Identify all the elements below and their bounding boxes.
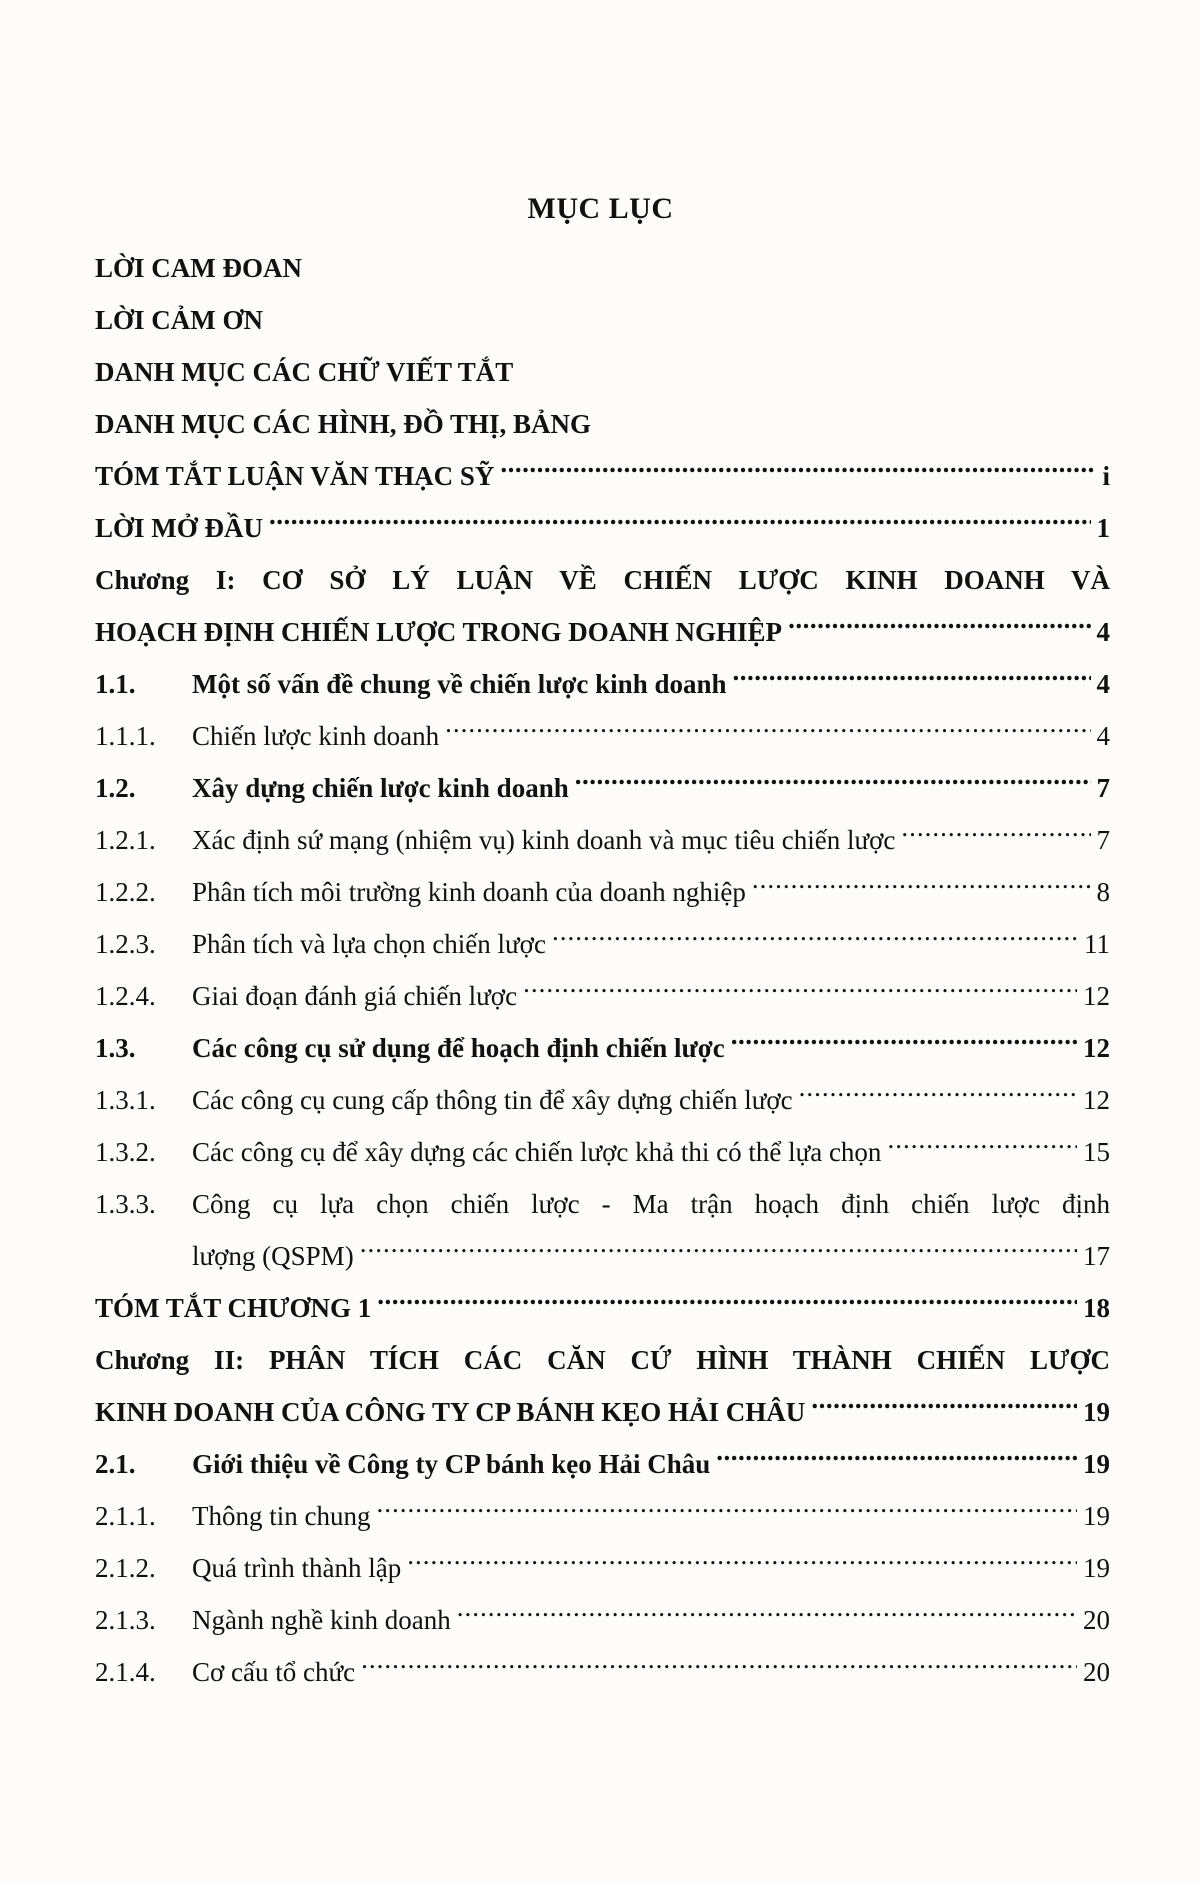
toc-page-number: 20 <box>1083 1605 1110 1635</box>
toc-entry[interactable] <box>95 606 1110 658</box>
toc-entry-title: Chiến lược kinh doanh <box>192 721 440 751</box>
toc-page-number: 4 <box>1096 721 1110 751</box>
toc-page-number: 8 <box>1096 877 1110 907</box>
toc-entry-title: Các công cụ để xây dựng các chiến lược khả thi có thể lựa chọn <box>192 1137 882 1167</box>
toc-entry-title: Một số vấn đề chung về chiến lược kinh doanh <box>192 669 727 699</box>
dot-leader <box>360 1238 1077 1265</box>
toc-entry[interactable] <box>95 1490 1110 1542</box>
toc-entry[interactable] <box>95 450 1110 502</box>
toc-entry[interactable] <box>95 1074 1110 1126</box>
toc-entry[interactable] <box>95 866 1110 918</box>
dot-leader <box>269 510 1091 537</box>
toc-entry[interactable] <box>95 1282 1110 1334</box>
dot-leader <box>457 1602 1077 1629</box>
toc-entry[interactable] <box>95 1022 1110 1074</box>
dot-leader <box>887 1134 1077 1161</box>
toc-page-number: 19 <box>1083 1397 1110 1427</box>
toc-entry-title: Chương II: PHÂN TÍCH CÁC CĂN CỨ HÌNH THÀNH CHIẾN LƯỢC <box>95 1345 1110 1375</box>
toc-entry[interactable] <box>95 1126 1110 1178</box>
toc-entry-title: TÓM TẮT CHƯƠNG 1 <box>95 1293 372 1323</box>
toc-entry-title: HOẠCH ĐỊNH CHIẾN LƯỢC TRONG DOANH NGHIỆP <box>95 617 783 647</box>
toc-entry-title: LỜI CAM ĐOAN <box>95 253 302 283</box>
toc-entry[interactable] <box>95 1594 1110 1646</box>
toc-entry-number: 2.1.3. <box>95 1605 156 1635</box>
toc-entry-title: TÓM TẮT LUẬN VĂN THẠC SỸ <box>95 461 495 491</box>
toc-entry-title: LỜI MỞ ĐẦU <box>95 513 263 543</box>
toc-entry-number: 2.1.4. <box>95 1657 156 1687</box>
toc-entry[interactable] <box>95 1646 1110 1698</box>
toc-entry-title: Ngành nghề kinh doanh <box>192 1605 451 1635</box>
toc-entry[interactable] <box>95 1386 1110 1438</box>
toc-entry-title: DANH MỤC CÁC HÌNH, ĐỒ THỊ, BẢNG <box>95 409 592 439</box>
dot-leader <box>377 1290 1077 1317</box>
page-title: MỤC LỤC <box>527 192 674 225</box>
toc-entry[interactable] <box>95 346 1110 398</box>
dot-leader <box>788 614 1090 641</box>
toc-entry[interactable] <box>95 658 1110 710</box>
toc-entry[interactable] <box>95 1438 1110 1490</box>
toc-entry-title: Quá trình thành lập <box>192 1553 402 1583</box>
toc-page-number: 18 <box>1083 1293 1110 1323</box>
toc-page-number: 12 <box>1083 1033 1110 1063</box>
dot-leader <box>552 926 1078 953</box>
dot-leader <box>901 822 1090 849</box>
toc-entry-title: lượng (QSPM) <box>192 1241 354 1271</box>
toc-page-number: 19 <box>1083 1553 1110 1583</box>
dot-leader <box>799 1082 1077 1109</box>
toc-entry-title: KINH DOANH CỦA CÔNG TY CP BÁNH KẸO HẢI CHÂU <box>95 1397 806 1427</box>
dot-leader <box>407 1550 1077 1577</box>
toc-entry-number: 2.1. <box>95 1449 136 1479</box>
toc-entry[interactable] <box>95 1230 1110 1282</box>
toc-entry-number: 1.2.3. <box>95 929 156 959</box>
toc-entry-number: 1.3.3. <box>95 1189 156 1219</box>
toc-entry-number: 1.1.1. <box>95 721 156 751</box>
toc-entry[interactable] <box>95 294 1110 346</box>
toc-page-number: 17 <box>1083 1241 1110 1271</box>
dot-leader <box>733 666 1091 693</box>
toc-entry[interactable] <box>95 242 1110 294</box>
toc-entry-number: 1.2. <box>95 773 136 803</box>
toc-entry[interactable] <box>95 1178 1110 1230</box>
toc-entry-title: Xác định sứ mạng (nhiệm vụ) kinh doanh và mục tiêu chiến lược <box>192 825 896 855</box>
toc-entry[interactable] <box>95 1542 1110 1594</box>
toc-entry-number: 1.2.2. <box>95 877 156 907</box>
toc-page-number: 4 <box>1096 669 1110 699</box>
toc-entry[interactable] <box>95 814 1110 866</box>
toc-page-number: 12 <box>1083 1085 1110 1115</box>
toc-page-number: 7 <box>1096 773 1110 803</box>
toc-entry[interactable] <box>95 710 1110 762</box>
toc-entry-number: 1.3.1. <box>95 1085 156 1115</box>
dot-leader <box>376 1498 1077 1525</box>
toc-entry-number: 2.1.2. <box>95 1553 156 1583</box>
toc-entry-title: Giới thiệu về Công ty CP bánh kẹo Hải Châu <box>192 1449 711 1479</box>
toc-entry[interactable] <box>95 918 1110 970</box>
toc-page-number: 15 <box>1083 1137 1110 1167</box>
toc-entry-title: Công cụ lựa chọn chiến lược - Ma trận hoạch định chiến lược định <box>192 1189 1110 1219</box>
toc-entry-title: Chương I: CƠ SỞ LÝ LUẬN VỀ CHIẾN LƯỢC KINH DOANH VÀ <box>95 565 1110 595</box>
toc-entry-title: Cơ cấu tổ chức <box>192 1657 356 1687</box>
toc-entry-title: LỜI CẢM ƠN <box>95 305 263 335</box>
toc-entry-title: Phân tích và lựa chọn chiến lược <box>192 929 546 959</box>
dot-leader <box>523 978 1077 1005</box>
toc-entry-title: Các công cụ sử dụng để hoạch định chiến lược <box>192 1033 725 1063</box>
toc-page-number: 4 <box>1096 617 1110 647</box>
toc-entry[interactable] <box>95 762 1110 814</box>
toc-entry-title: Xây dựng chiến lược kinh doanh <box>192 773 569 803</box>
toc-page-number: 12 <box>1083 981 1110 1011</box>
toc-entry-number: 1.3. <box>95 1033 136 1063</box>
toc-page-number: 20 <box>1083 1657 1110 1687</box>
toc-entry[interactable] <box>95 398 1110 450</box>
toc-entry-title: Giai đoạn đánh giá chiến lược <box>192 981 518 1011</box>
toc-entry[interactable] <box>95 1334 1110 1386</box>
toc-page-number: 11 <box>1084 929 1110 959</box>
toc-entry-number: 2.1.1. <box>95 1501 156 1531</box>
dot-leader <box>361 1654 1077 1681</box>
toc-entry-number: 1.2.4. <box>95 981 156 1011</box>
dot-leader <box>500 458 1096 485</box>
toc-entry-title: DANH MỤC CÁC CHỮ VIẾT TẮT <box>95 357 514 387</box>
toc-entry-number: 1.2.1. <box>95 825 156 855</box>
toc-entry[interactable] <box>95 970 1110 1022</box>
dot-leader <box>752 874 1091 901</box>
dot-leader <box>445 718 1090 745</box>
dot-leader <box>731 1030 1077 1057</box>
toc-entry[interactable] <box>95 554 1110 606</box>
toc-entry-title: Phân tích môi trường kinh doanh của doanh nghiệp <box>192 877 746 907</box>
toc-entry-number: 1.3.2. <box>95 1137 156 1167</box>
toc-page-number: 7 <box>1096 825 1110 855</box>
toc-page-number: 1 <box>1096 513 1110 543</box>
toc-entry[interactable] <box>95 502 1110 554</box>
toc-entry-number: 1.1. <box>95 669 136 699</box>
dot-leader <box>575 770 1091 797</box>
toc-entry-title: Thông tin chung <box>192 1501 371 1531</box>
dot-leader <box>716 1446 1077 1473</box>
dot-leader <box>811 1394 1077 1421</box>
toc-entry-title: Các công cụ cung cấp thông tin để xây dựng chiến lược <box>192 1085 793 1115</box>
toc-page-number: 19 <box>1083 1501 1110 1531</box>
toc-page-number: i <box>1102 461 1110 491</box>
toc-page-number: 19 <box>1083 1449 1110 1479</box>
table-of-contents <box>95 242 1110 1698</box>
